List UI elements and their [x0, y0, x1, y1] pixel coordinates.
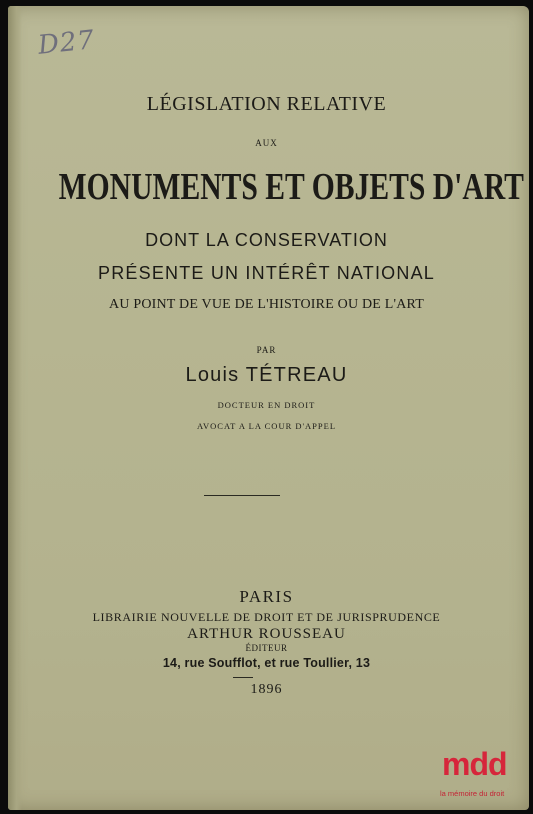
publisher-role: ÉDITEUR: [245, 643, 288, 653]
watermark-logo-text: mdd: [442, 746, 507, 782]
watermark-logo: [440, 748, 520, 800]
publisher-city: PARIS: [239, 587, 294, 606]
publication-year: 1896: [250, 682, 283, 697]
by-label: PAR: [256, 345, 277, 355]
subtitle-line-2: PRÉSENTE UN INTÉRÊT NATIONAL: [98, 263, 435, 283]
main-title: MONUMENTS ET OBJETS D'ART: [58, 166, 524, 208]
title-line-1: LÉGISLATION RELATIVE: [146, 93, 387, 115]
publisher-address: 14, rue Soufflot, et rue Toullier, 13: [162, 656, 371, 670]
publisher-house: LIBRAIRIE NOUVELLE DE DROIT ET DE JURISPRUDENCE: [92, 610, 441, 624]
subtitle-line-3: AU POINT DE VUE DE L'HISTOIRE OU DE L'ART: [109, 297, 424, 312]
watermark-tagline: la mémoire du droit: [440, 789, 505, 798]
handwritten-shelf-mark: D27: [36, 25, 97, 61]
author-name: Louis TÉTREAU: [185, 364, 348, 386]
author-profession: AVOCAT A LA COUR D'APPEL: [196, 421, 337, 431]
title-aux: AUX: [255, 138, 278, 148]
divider-rule: [204, 495, 280, 496]
publisher-name: ARTHUR ROUSSEAU: [187, 626, 346, 642]
subtitle-line-1: DONT LA CONSERVATION: [145, 230, 388, 250]
author-degree: DOCTEUR EN DROIT: [217, 400, 316, 410]
year-dash: [233, 677, 253, 678]
